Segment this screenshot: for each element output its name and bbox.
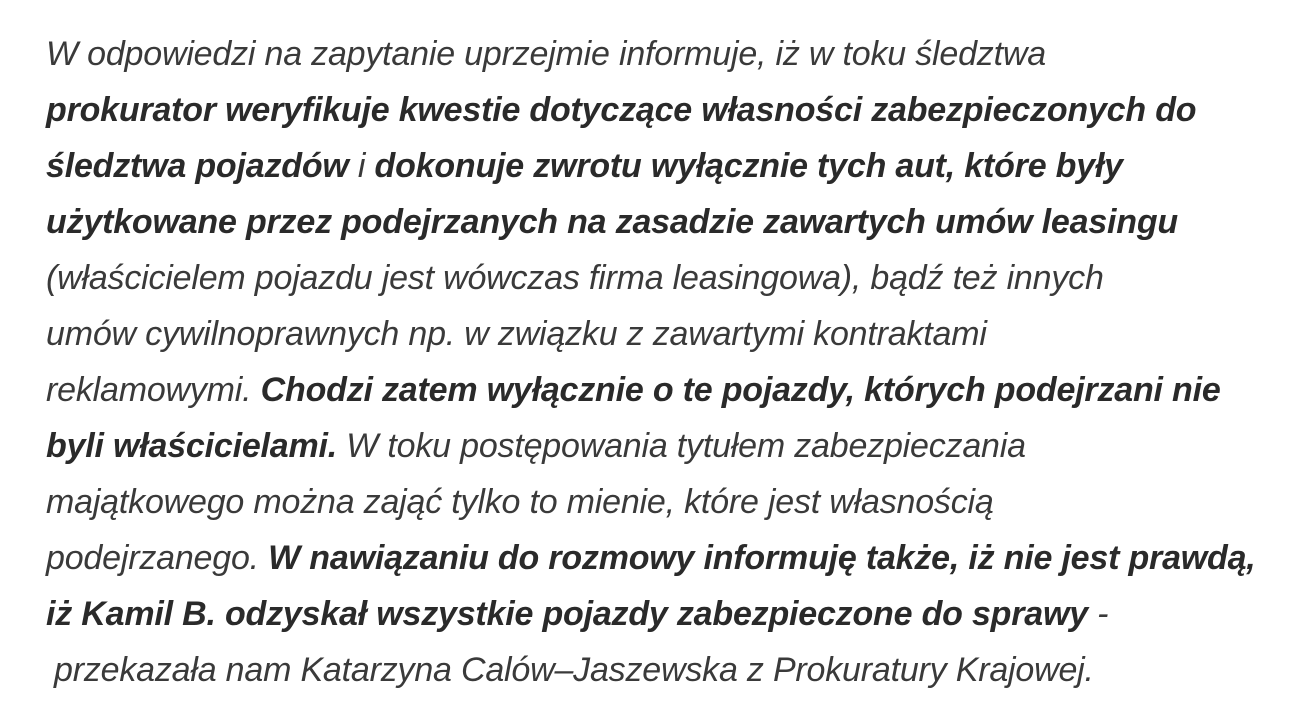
- paragraph-line: [46, 642, 1306, 698]
- paragraph-line: [46, 418, 1306, 474]
- paragraph-line: [46, 306, 1306, 362]
- paragraph-line: [46, 82, 1306, 138]
- bold-text-segment: dokonuje zwrotu wyłącznie tych aut, które były: [374, 147, 1123, 185]
- paragraph-line: [46, 474, 1306, 530]
- text-segment: umów cywilnoprawnych np. w związku z zawartymi kontraktami: [46, 315, 987, 353]
- text-segment: reklamowymi.: [46, 371, 261, 409]
- paragraph-line: [46, 362, 1306, 418]
- paragraph-line: [46, 26, 1306, 82]
- bold-text-segment: W nawiązaniu do rozmowy informuję także, iż nie jest prawdą,: [268, 539, 1256, 577]
- text-segment: podejrzanego.: [46, 539, 269, 577]
- text-segment: (właścicielem pojazdu jest wówczas firma leasingowa), bądź też innych: [46, 259, 1104, 297]
- text-segment: W odpowiedzi na zapytanie uprzejmie informuje, iż w toku śledztwa: [46, 35, 1046, 73]
- text-segment: majątkowego można zająć tylko to mienie, które jest własnością: [46, 483, 994, 521]
- bold-text-segment: prokurator weryfikuje kwestie dotyczące własności zabezpieczonych do: [46, 91, 1197, 129]
- text-segment: W toku postępowania tytułem zabezpieczania: [337, 427, 1026, 465]
- text-segment: przekazała nam Katarzyna Calów–Jaszewska z Prokuratury Krajowej.: [54, 651, 1094, 689]
- text-segment: i: [348, 147, 375, 185]
- bold-text-segment: byli właścicielami.: [46, 427, 338, 465]
- bold-text-segment: Chodzi zatem wyłącznie o te pojazdy, których podejrzani nie: [260, 371, 1221, 409]
- bold-text-segment: iż Kamil B. odzyskał wszystkie pojazdy zabezpieczone do sprawy: [46, 595, 1088, 633]
- paragraph-line: [46, 138, 1306, 194]
- paragraph-line: [46, 194, 1306, 250]
- text-segment: -: [1087, 595, 1109, 633]
- paragraph-line: [46, 530, 1306, 586]
- bold-text-segment: użytkowane przez podejrzanych na zasadzie zawartych umów leasingu: [46, 203, 1178, 241]
- paragraph-line: [46, 586, 1306, 642]
- paragraph-line: [46, 250, 1306, 306]
- article-quote-paragraph: [46, 26, 1306, 698]
- bold-text-segment: śledztwa pojazdów: [46, 147, 349, 185]
